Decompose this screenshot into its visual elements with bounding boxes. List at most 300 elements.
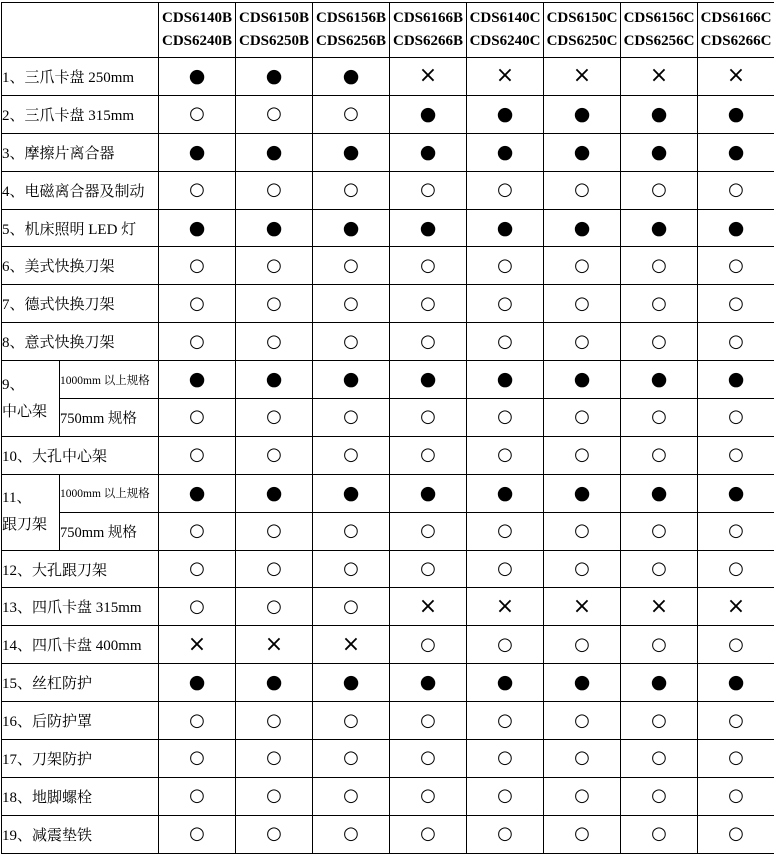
config-cell	[621, 171, 698, 209]
config-cell	[698, 95, 774, 133]
filled-circle-icon: ●	[419, 481, 437, 504]
open-circle-icon: ○	[420, 823, 436, 845]
config-cell	[313, 171, 390, 209]
open-circle-icon: ○	[189, 406, 205, 428]
filled-circle-icon: ●	[573, 140, 591, 163]
config-cell	[544, 209, 621, 247]
config-cell	[621, 209, 698, 247]
config-cell	[621, 399, 698, 437]
open-circle-icon: ○	[189, 520, 205, 542]
config-cell	[621, 815, 698, 853]
config-cell	[544, 740, 621, 778]
model-line1: CDS6166B	[392, 10, 463, 26]
config-cell	[698, 474, 774, 512]
config-cell	[159, 247, 236, 285]
table-row	[2, 209, 774, 247]
open-circle-icon: ○	[420, 747, 436, 769]
group-label-line1: 11、	[2, 490, 32, 507]
config-cell	[313, 436, 390, 474]
config-cell	[313, 740, 390, 778]
row-label: 4、电磁离合器及制动	[2, 171, 159, 209]
config-cell	[159, 133, 236, 171]
open-circle-icon: ○	[420, 633, 436, 655]
model-header-cell	[313, 3, 390, 58]
open-circle-icon: ○	[343, 444, 359, 466]
open-circle-icon: ○	[189, 292, 205, 314]
row-label: 2、三爪卡盘 315mm	[2, 95, 159, 133]
config-cell	[390, 550, 467, 588]
model-line2: CDS6240C	[469, 33, 541, 49]
open-circle-icon: ○	[728, 406, 744, 428]
table-row	[2, 815, 774, 853]
config-cell	[236, 626, 313, 664]
open-circle-icon: ○	[420, 292, 436, 314]
model-line1: CDS6150B	[238, 10, 309, 26]
row-label: 1、三爪卡盘 250mm	[2, 58, 159, 96]
table-row	[2, 361, 774, 399]
config-cell	[698, 399, 774, 437]
filled-circle-icon: ●	[496, 216, 514, 239]
open-circle-icon: ○	[189, 595, 205, 617]
filled-circle-icon: ●	[727, 102, 745, 125]
config-cell	[621, 361, 698, 399]
filled-circle-icon: ●	[188, 140, 206, 163]
table-row	[2, 702, 774, 740]
config-cell	[236, 512, 313, 550]
open-circle-icon: ○	[343, 103, 359, 125]
config-cell	[313, 247, 390, 285]
config-cell	[621, 436, 698, 474]
open-circle-icon: ○	[189, 179, 205, 201]
config-cell	[544, 95, 621, 133]
open-circle-icon: ○	[651, 179, 667, 201]
filled-circle-icon: ●	[342, 140, 360, 163]
config-cell	[313, 588, 390, 626]
subrow-label: 750mm 规格	[60, 512, 159, 550]
config-cell	[467, 512, 544, 550]
open-circle-icon: ○	[574, 330, 590, 352]
open-circle-icon: ○	[343, 406, 359, 428]
filled-circle-icon: ●	[727, 671, 745, 694]
cross-icon: ×	[418, 63, 438, 89]
config-cell	[313, 815, 390, 853]
open-circle-icon: ○	[651, 785, 667, 807]
config-cell	[313, 702, 390, 740]
filled-circle-icon: ●	[727, 481, 745, 504]
config-cell	[544, 777, 621, 815]
config-cell	[698, 247, 774, 285]
open-circle-icon: ○	[574, 558, 590, 580]
open-circle-icon: ○	[574, 406, 590, 428]
row-label: 18、地脚螺栓	[2, 777, 159, 815]
config-cell	[698, 133, 774, 171]
filled-circle-icon: ●	[573, 102, 591, 125]
config-cell	[313, 361, 390, 399]
config-cell	[467, 247, 544, 285]
open-circle-icon: ○	[343, 179, 359, 201]
config-cell	[467, 664, 544, 702]
open-circle-icon: ○	[420, 558, 436, 580]
config-cell	[236, 361, 313, 399]
cross-icon: ×	[572, 63, 592, 89]
row-label: 3、摩擦片离合器	[2, 133, 159, 171]
open-circle-icon: ○	[574, 444, 590, 466]
filled-circle-icon: ●	[650, 481, 668, 504]
config-cell	[467, 588, 544, 626]
config-cell	[159, 474, 236, 512]
config-cell	[390, 588, 467, 626]
config-cell	[159, 58, 236, 96]
filled-circle-icon: ●	[342, 216, 360, 239]
config-cell	[159, 361, 236, 399]
filled-circle-icon: ●	[573, 671, 591, 694]
config-cell	[159, 171, 236, 209]
filled-circle-icon: ●	[496, 368, 514, 391]
config-cell	[159, 550, 236, 588]
open-circle-icon: ○	[266, 444, 282, 466]
filled-circle-icon: ●	[496, 481, 514, 504]
open-circle-icon: ○	[574, 747, 590, 769]
model-header-cell	[698, 3, 774, 58]
config-cell	[698, 58, 774, 96]
filled-circle-icon: ●	[342, 64, 360, 87]
model-line1: CDS6140C	[469, 10, 541, 26]
config-cell	[159, 323, 236, 361]
filled-circle-icon: ●	[419, 216, 437, 239]
open-circle-icon: ○	[343, 785, 359, 807]
open-circle-icon: ○	[343, 330, 359, 352]
filled-circle-icon: ●	[265, 64, 283, 87]
config-cell	[544, 58, 621, 96]
config-cell	[698, 664, 774, 702]
cross-icon: ×	[572, 593, 592, 619]
config-cell	[236, 209, 313, 247]
filled-circle-icon: ●	[188, 481, 206, 504]
group-label-line2: 跟刀架	[2, 517, 48, 534]
config-cell	[621, 95, 698, 133]
table-row	[2, 740, 774, 778]
config-cell	[159, 512, 236, 550]
model-header-cell	[467, 3, 544, 58]
config-cell	[313, 626, 390, 664]
row-label: 7、德式快换刀架	[2, 285, 159, 323]
row-label: 15、丝杠防护	[2, 664, 159, 702]
open-circle-icon: ○	[343, 558, 359, 580]
row-label: 14、四爪卡盘 400mm	[2, 626, 159, 664]
open-circle-icon: ○	[420, 406, 436, 428]
open-circle-icon: ○	[728, 785, 744, 807]
open-circle-icon: ○	[497, 823, 513, 845]
filled-circle-icon: ●	[419, 102, 437, 125]
filled-circle-icon: ●	[496, 140, 514, 163]
filled-circle-icon: ●	[496, 102, 514, 125]
table-row	[2, 323, 774, 361]
config-cell	[467, 133, 544, 171]
open-circle-icon: ○	[189, 747, 205, 769]
config-cell	[236, 815, 313, 853]
config-cell	[390, 664, 467, 702]
open-circle-icon: ○	[266, 595, 282, 617]
group-label-line1: 9、	[2, 376, 25, 393]
filled-circle-icon: ●	[342, 481, 360, 504]
config-cell	[544, 815, 621, 853]
config-cell	[467, 550, 544, 588]
open-circle-icon: ○	[651, 558, 667, 580]
config-cell	[544, 474, 621, 512]
filled-circle-icon: ●	[650, 368, 668, 391]
open-circle-icon: ○	[574, 709, 590, 731]
open-circle-icon: ○	[266, 330, 282, 352]
open-circle-icon: ○	[189, 103, 205, 125]
group-label	[2, 474, 60, 550]
config-cell	[467, 95, 544, 133]
filled-circle-icon: ●	[573, 481, 591, 504]
open-circle-icon: ○	[189, 823, 205, 845]
filled-circle-icon: ●	[188, 671, 206, 694]
config-cell	[390, 474, 467, 512]
open-circle-icon: ○	[497, 633, 513, 655]
config-cell	[467, 436, 544, 474]
config-cell	[313, 58, 390, 96]
cross-icon: ×	[495, 593, 515, 619]
open-circle-icon: ○	[574, 633, 590, 655]
open-circle-icon: ○	[651, 633, 667, 655]
config-cell	[159, 588, 236, 626]
config-cell	[698, 323, 774, 361]
config-cell	[313, 550, 390, 588]
config-cell	[313, 399, 390, 437]
config-cell	[159, 209, 236, 247]
open-circle-icon: ○	[728, 444, 744, 466]
open-circle-icon: ○	[420, 179, 436, 201]
config-cell	[236, 740, 313, 778]
open-circle-icon: ○	[343, 520, 359, 542]
config-cell	[390, 247, 467, 285]
row-label: 19、减震垫铁	[2, 815, 159, 853]
filled-circle-icon: ●	[727, 140, 745, 163]
open-circle-icon: ○	[574, 292, 590, 314]
open-circle-icon: ○	[266, 406, 282, 428]
config-cell	[621, 285, 698, 323]
row-label: 13、四爪卡盘 315mm	[2, 588, 159, 626]
config-cell	[390, 777, 467, 815]
config-cell	[159, 702, 236, 740]
config-cell	[544, 133, 621, 171]
config-cell	[390, 626, 467, 664]
filled-circle-icon: ●	[265, 368, 283, 391]
table-row	[2, 474, 774, 512]
row-label: 8、意式快换刀架	[2, 323, 159, 361]
model-line1: CDS6140B	[161, 10, 232, 26]
config-cell	[313, 95, 390, 133]
config-cell	[621, 58, 698, 96]
open-circle-icon: ○	[728, 520, 744, 542]
open-circle-icon: ○	[189, 558, 205, 580]
config-cell	[467, 58, 544, 96]
open-circle-icon: ○	[420, 785, 436, 807]
config-cell	[159, 777, 236, 815]
model-line1: CDS6156B	[315, 10, 386, 26]
config-cell	[621, 740, 698, 778]
model-line2: CDS6266B	[392, 33, 463, 49]
config-cell	[467, 702, 544, 740]
model-header-cell	[544, 3, 621, 58]
open-circle-icon: ○	[343, 254, 359, 276]
filled-circle-icon: ●	[419, 368, 437, 391]
row-label: 10、大孔中心架	[2, 436, 159, 474]
config-cell	[390, 702, 467, 740]
open-circle-icon: ○	[343, 823, 359, 845]
table-row	[2, 550, 774, 588]
config-cell	[236, 664, 313, 702]
config-cell	[698, 740, 774, 778]
row-label: 6、美式快换刀架	[2, 247, 159, 285]
config-cell	[621, 777, 698, 815]
open-circle-icon: ○	[266, 558, 282, 580]
model-header-cell	[390, 3, 467, 58]
filled-circle-icon: ●	[419, 140, 437, 163]
open-circle-icon: ○	[343, 747, 359, 769]
cross-icon: ×	[649, 63, 669, 89]
open-circle-icon: ○	[266, 823, 282, 845]
model-line2: CDS6256B	[315, 33, 386, 49]
config-cell	[544, 399, 621, 437]
config-cell	[467, 209, 544, 247]
model-line2: CDS6250C	[546, 33, 618, 49]
config-cell	[313, 777, 390, 815]
filled-circle-icon: ●	[265, 216, 283, 239]
subrow-label: 1000mm 以上规格	[60, 361, 159, 399]
model-line1: CDS6150C	[546, 10, 618, 26]
open-circle-icon: ○	[728, 633, 744, 655]
config-cell	[390, 815, 467, 853]
open-circle-icon: ○	[420, 444, 436, 466]
open-circle-icon: ○	[728, 823, 744, 845]
config-cell	[159, 399, 236, 437]
config-cell	[390, 399, 467, 437]
config-cell	[621, 550, 698, 588]
open-circle-icon: ○	[728, 179, 744, 201]
config-cell	[390, 133, 467, 171]
open-circle-icon: ○	[497, 254, 513, 276]
open-circle-icon: ○	[497, 558, 513, 580]
group-label	[2, 361, 60, 437]
open-circle-icon: ○	[728, 558, 744, 580]
config-cell	[313, 209, 390, 247]
config-cell	[236, 323, 313, 361]
config-cell	[698, 209, 774, 247]
cross-icon: ×	[726, 593, 746, 619]
table-header	[2, 3, 774, 58]
open-circle-icon: ○	[574, 179, 590, 201]
config-cell	[390, 171, 467, 209]
filled-circle-icon: ●	[188, 216, 206, 239]
cross-icon: ×	[726, 63, 746, 89]
filled-circle-icon: ●	[188, 368, 206, 391]
config-cell	[544, 664, 621, 702]
model-line1: CDS6156C	[623, 10, 695, 26]
config-cell	[236, 133, 313, 171]
table-row	[2, 95, 774, 133]
config-cell	[467, 740, 544, 778]
config-cell	[698, 512, 774, 550]
model-header-cell	[621, 3, 698, 58]
filled-circle-icon: ●	[419, 671, 437, 694]
config-cell	[313, 323, 390, 361]
config-cell	[698, 702, 774, 740]
open-circle-icon: ○	[728, 747, 744, 769]
open-circle-icon: ○	[266, 254, 282, 276]
config-cell	[544, 247, 621, 285]
open-circle-icon: ○	[189, 785, 205, 807]
open-circle-icon: ○	[651, 254, 667, 276]
open-circle-icon: ○	[343, 292, 359, 314]
filled-circle-icon: ●	[265, 140, 283, 163]
config-cell	[544, 550, 621, 588]
config-cell	[698, 171, 774, 209]
config-cell	[698, 626, 774, 664]
filled-circle-icon: ●	[265, 481, 283, 504]
config-cell	[313, 474, 390, 512]
config-cell	[621, 133, 698, 171]
row-label: 17、刀架防护	[2, 740, 159, 778]
config-cell	[621, 474, 698, 512]
filled-circle-icon: ●	[573, 216, 591, 239]
config-cell	[467, 815, 544, 853]
config-cell	[544, 702, 621, 740]
open-circle-icon: ○	[651, 292, 667, 314]
model-line2: CDS6266C	[700, 33, 772, 49]
config-cell	[236, 399, 313, 437]
config-cell	[313, 133, 390, 171]
open-circle-icon: ○	[189, 254, 205, 276]
config-cell	[236, 285, 313, 323]
table-row	[2, 285, 774, 323]
table-row	[2, 664, 774, 702]
config-cell	[390, 512, 467, 550]
filled-circle-icon: ●	[188, 64, 206, 87]
open-circle-icon: ○	[651, 444, 667, 466]
open-circle-icon: ○	[728, 709, 744, 731]
table-row	[2, 171, 774, 209]
config-cell	[159, 664, 236, 702]
table-row	[2, 626, 774, 664]
cross-icon: ×	[649, 593, 669, 619]
config-cell	[698, 361, 774, 399]
open-circle-icon: ○	[574, 785, 590, 807]
open-circle-icon: ○	[266, 785, 282, 807]
config-cell	[159, 815, 236, 853]
open-circle-icon: ○	[266, 292, 282, 314]
options-table	[1, 2, 774, 854]
config-cell	[698, 436, 774, 474]
open-circle-icon: ○	[420, 709, 436, 731]
config-cell	[467, 399, 544, 437]
row-label: 16、后防护罩	[2, 702, 159, 740]
config-cell	[236, 247, 313, 285]
table-row	[2, 512, 774, 550]
config-cell	[159, 95, 236, 133]
config-cell	[544, 626, 621, 664]
open-circle-icon: ○	[497, 709, 513, 731]
filled-circle-icon: ●	[650, 216, 668, 239]
table-body	[2, 58, 774, 854]
open-circle-icon: ○	[343, 595, 359, 617]
filled-circle-icon: ●	[573, 368, 591, 391]
config-cell	[236, 95, 313, 133]
config-cell	[390, 285, 467, 323]
config-cell	[698, 588, 774, 626]
